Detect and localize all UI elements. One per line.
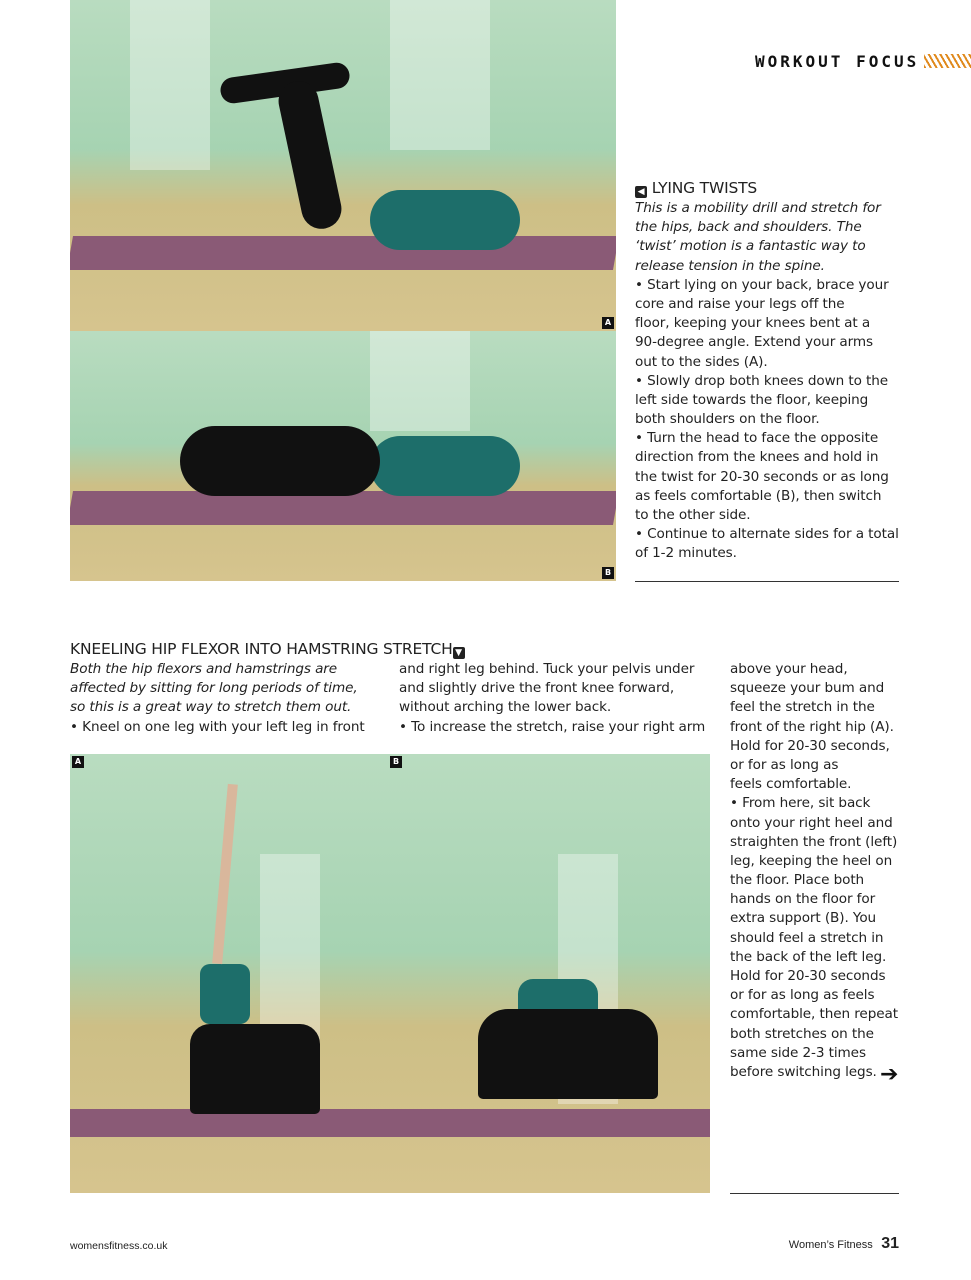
photo-kneeling-b: [388, 754, 710, 1193]
text-line: of 1-2 minutes.: [635, 545, 737, 562]
text-line: feel the stretch in the: [730, 699, 875, 716]
footer-url: womensfitness.co.uk: [70, 1240, 168, 1252]
text-line: both shoulders on the floor.: [635, 411, 820, 428]
text-line: leg, keeping the heel on: [730, 852, 893, 869]
text-line: straighten the front (left): [730, 833, 898, 850]
photo-label-b: B: [390, 756, 402, 768]
text-line: affected by sitting for long periods of time,: [70, 680, 358, 697]
text-line: This is a mobility drill and stretch for: [635, 200, 881, 216]
text-line: or for as long as: [730, 756, 839, 773]
text-line: before switching legs.: [730, 1063, 877, 1080]
text-line: to the other side.: [635, 507, 751, 523]
text-line: • From here, sit back: [730, 795, 871, 812]
text-line: • Turn the head to face the opposite: [635, 430, 879, 447]
text-line: the floor. Place both: [730, 872, 865, 889]
photo-lying-twist-b: [70, 331, 616, 581]
text-line: Both the hip flexors and hamstrings are: [70, 661, 338, 677]
kneeling-title: KNEELING HIP FLEXOR INTO HAMSTRING STRETCH: [70, 640, 453, 658]
text-line: left side towards the floor, keeping: [635, 391, 869, 408]
text-line: without arching the lower back.: [399, 699, 612, 716]
text-line: should feel a stretch in: [730, 929, 884, 946]
text-line: above your head,: [730, 661, 848, 677]
text-line: release tension in the spine.: [635, 257, 825, 274]
arrow-left-icon: ◀: [635, 186, 647, 198]
text-line: as feels comfortable (B), then switch: [635, 487, 882, 504]
text-line: floor, keeping your knees bent at a: [635, 315, 871, 332]
text-line: • Continue to alternate sides for a total: [635, 526, 899, 543]
text-line: 90-degree angle. Extend your arms: [635, 334, 874, 351]
divider: [635, 581, 899, 582]
photo-label-b: B: [602, 567, 614, 579]
kneeling-body-col2: [399, 660, 705, 737]
text-line: comfortable, then repeat: [730, 1006, 898, 1023]
text-line: • Kneel on one leg with your left leg in front: [70, 718, 365, 735]
section-header: [755, 52, 971, 71]
text-line: and right leg behind. Tuck your pelvis under: [399, 661, 695, 677]
divider: [730, 1193, 899, 1194]
text-line: core and raise your legs off the: [635, 295, 845, 312]
text-line: and slightly drive the front knee forward,: [399, 680, 675, 697]
lying-twists-heading: [635, 179, 757, 198]
stripes-decoration: [924, 54, 971, 68]
text-line: feels comfortable.: [730, 776, 852, 793]
text-line: Hold for 20-30 seconds: [730, 968, 886, 984]
section-title: WORKOUT FOCUS: [755, 52, 920, 71]
text-line: both stretches on the: [730, 1025, 874, 1042]
text-line: • Start lying on your back, brace your: [635, 276, 889, 293]
photo-label-a: A: [72, 756, 84, 768]
photo-kneeling-a: [70, 754, 388, 1193]
lying-twists-title: LYING TWISTS: [651, 179, 757, 197]
text-line: the twist for 20-30 seconds or as long: [635, 468, 889, 485]
text-line: the hips, back and shoulders. The: [635, 219, 862, 236]
text-line: squeeze your bum and: [730, 680, 885, 697]
text-line: ‘twist’ motion is a fantastic way to: [635, 238, 866, 255]
text-line: Hold for 20-30 seconds,: [730, 737, 890, 754]
text-line: the back of the left leg.: [730, 948, 887, 965]
text-line: so this is a great way to stretch them out.: [70, 699, 352, 716]
text-line: direction from the knees and hold in: [635, 449, 879, 466]
text-line: out to the sides (A).: [635, 353, 768, 370]
text-line: hands on the floor for: [730, 891, 876, 908]
text-line: • To increase the stretch, raise your right arm: [399, 718, 706, 735]
kneeling-body-col3: [730, 660, 898, 1082]
text-line: extra support (B). You: [730, 910, 877, 927]
kneeling-body-col1: [70, 660, 365, 737]
photo-label-a: A: [602, 317, 614, 329]
magazine-name: Women’s Fitness: [788, 1239, 873, 1251]
kneeling-heading: [70, 640, 465, 659]
photo-lying-twist-a: [70, 0, 616, 331]
continue-arrow-icon: ➔: [880, 1062, 899, 1087]
text-line: • Slowly drop both knees down to the: [635, 372, 889, 389]
text-line: onto your right heel and: [730, 814, 893, 831]
page-number: 31: [881, 1235, 899, 1252]
text-line: front of the right hip (A).: [730, 718, 894, 735]
text-line: same side 2-3 times: [730, 1044, 866, 1061]
lying-twists-body: [635, 199, 899, 564]
text-line: or for as long as feels: [730, 987, 875, 1004]
arrow-down-icon: ▼: [453, 647, 465, 659]
footer-brand: [789, 1235, 899, 1253]
